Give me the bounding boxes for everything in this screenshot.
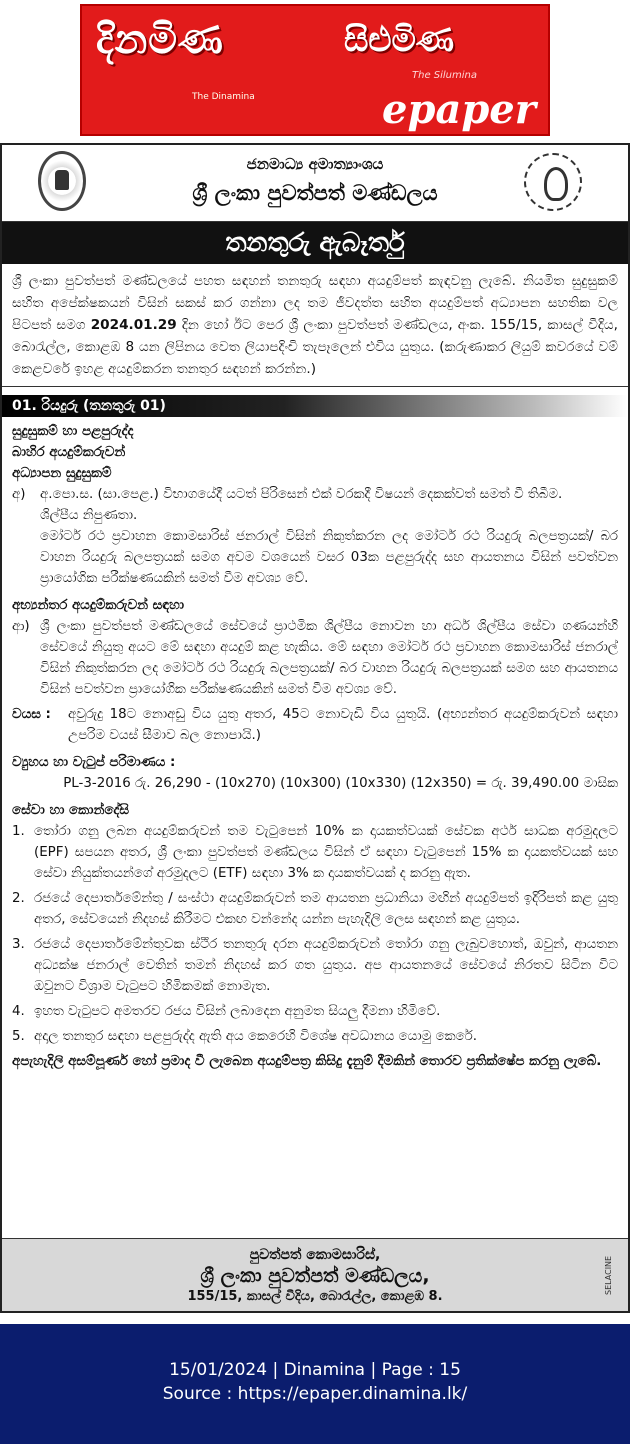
board-name: ශ්‍රී ලංකා පුවත්පත් මණ්ඩලය: [192, 181, 438, 205]
agency-mark: SELACINE: [604, 1255, 613, 1295]
board-seal-icon: [524, 153, 582, 211]
item-a-text-3: මෝටර් රථ ප්‍රවාහන කොමසාරිස් ජනරාල් විසින් නිකුත්කරන ලද මෝටර් රථ රියදුරු බලපත්‍රයක්/ බර වාහන රියදුරු බලපත්‍රයක් සමග අවම වශයෙන් වසර 03ක පළපුරුද්ද සහ ආයතනය විසින් පවත්වන ප්‍රායෝගික පරීක්ෂණයකින් සමත් වීම අවශ්‍ය වේ.: [40, 529, 618, 586]
silumina-logo-text: සිළුමිණ: [344, 20, 455, 60]
footer-date-page: 15/01/2024 | Dinamina | Page : 15: [169, 1360, 461, 1380]
age-requirement: [12, 704, 618, 746]
footer-source-link[interactable]: Source : https://epaper.dinamina.lk/: [162, 1384, 468, 1404]
section-body: [2, 421, 628, 1072]
signature-block: [2, 1238, 628, 1311]
condition-item: 3. රජයේ දෙපාර්තමේන්තුවක ස්ථිර තනතුරු දරන අයදුම්කරුවන් තෝරා ගනු ලැබුවහොත්, ඔවුන්, ආයතන අධ්‍යක්ෂ ජනරාල් වෙතින් තමන් නිදහස් කර ගත යුතුය. අප ආයතනයේ සේවයේ නිරතව සිටින විට ඔවුනට විශ්‍රාම වැටුපට හිමිකමක් නොමැත.: [12, 937, 618, 994]
item-aa-text: ශ්‍රී ලංකා පුවත්පත් මණ්ඩලයේ සේවයේ ප්‍රාථමික ශිල්පීය නොවන හා අර්ධ ශිල්පීය සේවා ගණයන්හි සේවයේ නියුතු අයට මේ සඳහා අයදුම් කළ හැකිය. මේ සඳහා මෝටර් රථ ප්‍රවාහන කොමසාරිස් ජනරාල් විසින් නිකුත්කරන ලද මෝටර් රථ රියදුරු බලපත්‍රයක්/ බර වාහන රියදුරු බලපත්‍රයක් සමග සහ ආයතනය විසින් පවත්වන ප්‍රායෝගික පරීක්ෂණයකින් සමත් වීම අවශ්‍ය වේ.: [40, 619, 618, 697]
ministry-name: ජනමාධ්‍ය අමාත්‍යාංශය: [246, 155, 384, 173]
internal-requirement: [12, 616, 618, 700]
item-a-text-2: ශිල්පීය නිපුණතා.: [40, 508, 138, 523]
closing-date: 2024.01.29: [90, 317, 177, 333]
intro-paragraph: [2, 264, 628, 387]
signatory-organisation: ශ්‍රී ලංකා පුවත්පත් මණ්ඩලය,: [200, 1265, 430, 1287]
vacancy-notice: [0, 143, 630, 1313]
signatory-title: පුවත්පත් කොමසාරිස්,: [249, 1247, 381, 1263]
salary-scale: PL-3-2016 රු. 26,290 - (10x270) (10x300) (10x330) (12x350) = රු. 39,490.00 මාසික: [63, 776, 618, 791]
intro-text-2: දින හෝ ඊට පෙර ශ්‍රී ලංකා පුවත්පත් මණ්ඩලය, අංක. 155/15, කාසල් වීදිය, බොරැල්ල, කොළඹ 8 යන ලිපිනය වෙත ලියාපදිංචි තැපෑලෙන් එවිය යුතුය. (කරුණාකර ලියුම් කවරයේ වම් කෙළවරේ ඉහළ අයදුම්කරන තනතුර සඳහන් කරන්න.): [12, 317, 619, 377]
qualifications-heading: සුදුසුකම් හා පළපුරුද්ද: [12, 424, 134, 439]
condition-item: 2. රජයේ දෙපාර්තමේන්තු / සංස්ථා අයදුම්කරුවන් තම ආයතන ප්‍රධානියා මඟින් අයදුම්පත් ඉදිරිපත් කළ යුතු අතර, සේවයෙන් නිදහස් කිරීමට එකඟ වන්නේද යන්න පැහැදිලි ලෙස සඳහන් කළ යුතුය.: [12, 891, 618, 927]
item-a-label: අ): [12, 487, 26, 502]
silumina-logo-subtitle: The Silumina: [412, 70, 478, 81]
age-label: වයස :: [12, 707, 51, 722]
dinamina-logo-subtitle: The Dinamina: [192, 92, 255, 102]
intro-text-1: ශ්‍රී ලංකා පුවත්පත් මණ්ඩලයේ පහත සඳහන් තනතුරු සඳහා අයදුම්පත් කැඳවනු ලැබේ. නියමිත සුදුසුකම් සහිත අපේක්ෂකයන් විසින් සකස් කර ගන්නා ලද තම ජීවදත්ත සහිත අයදුම්පත් අධ්‍යාපන සහතික වල පිටපත් සමග: [12, 273, 618, 333]
condition-item: 5. අදාල තනතුර සඳහා පළපුරුද්ද ඇති අය කෙරෙහි විශේෂ අවධානය යොමු කෙරේ.: [12, 1029, 477, 1044]
conditions-heading: සේවා හා කොන්දේසි: [12, 803, 130, 818]
dinamina-logo-text: දිනමිණ: [96, 16, 224, 63]
age-text: අවුරුදු 18ට නොඅඩු විය යුතු අතර, 45ට නොවැඩි විය යුතුයි. (අභ්‍යන්තර අයදුම්කරුවන් සඳහා උපරිම වයස් සීමාව බල නොපායි.): [68, 707, 618, 743]
signatory-address: 155/15, කාසල් වීදිය, බොරැල්ල, කොළඹ 8.: [187, 1289, 443, 1304]
external-requirement: [12, 484, 618, 589]
epaper-banner-logo: [80, 4, 550, 136]
condition-item: 4. ඉහත වැටුපට අමතරව රජය විසින් ලබාදෙන අනුමත සියලු දීමනා හිමිවේ.: [12, 1004, 441, 1019]
external-applicants-heading: බාහිර අයදුම්කරුවන්: [12, 445, 126, 460]
epaper-logo-text: epaper: [382, 86, 536, 133]
internal-applicants-heading: අභ්‍යන්තර අයදුම්කරුවන් සඳහා: [12, 598, 185, 613]
notice-header: [2, 145, 628, 222]
rejection-warning: අපැහැදිලි අසම්පූර්ණ හෝ ප්‍රමාද වී ලැබෙන අයදුම්පත්‍ර කිසිදු දැනුම් දීමකින් තොරව ප්‍රතික්ෂේප කරනු ලැබේ.: [12, 1054, 602, 1069]
salary-heading: ව්‍යුහය හා වැටුප් පරිමාණය :: [12, 755, 176, 770]
source-footer: [0, 1324, 630, 1444]
section-title-bar: 01. රියදුරු (තනතුරු 01): [2, 395, 628, 417]
item-aa-label: ආ): [12, 619, 30, 634]
item-a-text-1: අ.පො.ස. (සා.පෙළ.) විභාගයේදී යටත් පිරිසෙන් එක් වරකදී විෂයන් දෙකක්වත් සමත් වී තිබීම.: [40, 487, 563, 502]
condition-item: 1. තෝරා ගනු ලබන අයදුම්කරුවන් තම වැටුපෙන් 10% ක දායකත්වයක් සේවක අර්ථ සාධක අරමුදලට (EPF) සපයන අතර, ශ්‍රී ලංකා පුවත්පත් මණ්ඩලය විසින් ඒ සඳහා වැටුපෙන් 15% ක දායකත්වයක් සහ සේවා නියුක්තයන්ගේ අරමුදලට (ETF) සඳහා 3% ක දායකත්වයක් ද කරනු ඇත.: [12, 824, 618, 881]
education-heading: අධ්‍යාපන සුදුසුකම්: [12, 466, 112, 481]
notice-title: තනතුරු ඇබෑර්තු: [2, 222, 628, 264]
